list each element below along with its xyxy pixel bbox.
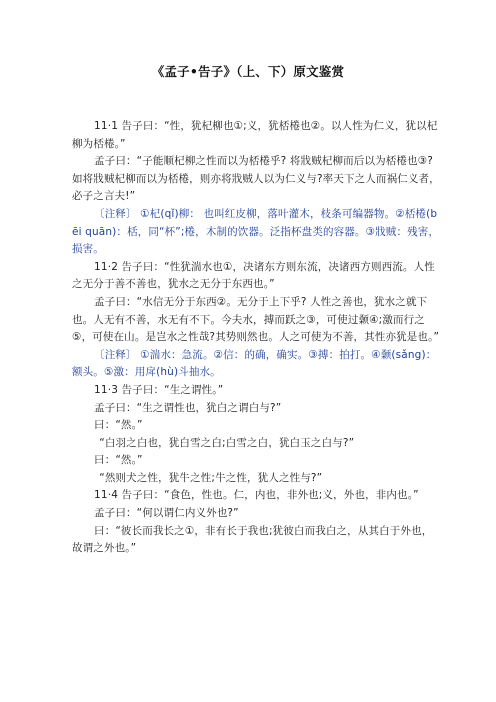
document-body: [72, 118, 440, 558]
document-title: 《孟子•告子》（上、下）原文鉴赏: [151, 64, 345, 79]
paragraph-mencius-ask: 孟子曰：“何以谓仁内义外也?”: [94, 507, 239, 520]
paragraph-gaozi-answer: 曰：“彼长而我长之①，非有长于我也;犹彼白而我白之，从其白于外也，故谓之外也。”: [72, 524, 433, 555]
paragraph-11-2: 11·2 告子曰：“性犹湍水也①，决诸东方则东流，决诸西方则西流。人性之无分于善不善也，犹水之无分于东西也。”: [72, 260, 435, 291]
paragraph-mencius-question: 孟子曰：“生之谓性也，犹白之谓白与?”: [94, 401, 282, 414]
paragraph-11-1: 11·1 告子曰：“性，犹杞柳也①;义，犹桮棬也②。以人性为仁义，犹以杞柳为桮棬。”: [72, 120, 438, 150]
paragraph-white-feather: “白羽之白也，犹白雪之白;白雪之白，犹白玉之白与?”: [99, 436, 355, 449]
paragraph-reply-yes-1: 曰：“然。”: [94, 419, 143, 432]
paragraph-reply-yes-2: 曰：“然。”: [94, 454, 143, 467]
paragraph-dog-ox-nature: “然则犬之性，犹牛之性;牛之性，犹人之性与?”: [99, 471, 323, 484]
annotation-11-1: 〔注释〕 ①杞(qǐ)柳： 也叫红皮柳，落叶灌木，枝条可编器物。②桮棬(bēi quān)：栝，同“杯”;棬，木制的饮器。泛指杯盘类的容器。③戕贼：残害，损害。: [72, 207, 440, 256]
paragraph-mencius-reply-2: 孟子曰：“水信无分于东西②。无分于上下乎? 人性之善也，犹水之就下也。人无有不善，水无有不下。今夫水，搏而跃之③，可使过颡④;激而行之⑤，可使在山。是岂水之性哉?其势则然也。人之可使为不善，其性亦犹是也。”: [72, 295, 440, 344]
annotation-11-2: 〔注释〕 ①湍水：急流。②信：的确，确实。③搏：拍打。④颡(sǎng)：额头。⑤激：用戽(hù)斗抽水。: [72, 348, 437, 379]
paragraph-11-4: 11·4 告子曰：“食色，性也。仁，内也，非外也;义，外也，非内也。”: [94, 489, 419, 502]
paragraph-mencius-reply-1: 孟子曰：“子能顺杞柳之性而以为桮棬乎? 将戕贼杞柳而后以为桮棬也③? 如将戕贼杞柳而以为桮棬，则亦将戕贼人以为仁义与?率天下之人而祸仁义者，必子之言夫!”: [72, 155, 440, 203]
paragraph-11-3: 11·3 告子曰：“生之谓性。”: [94, 383, 224, 396]
